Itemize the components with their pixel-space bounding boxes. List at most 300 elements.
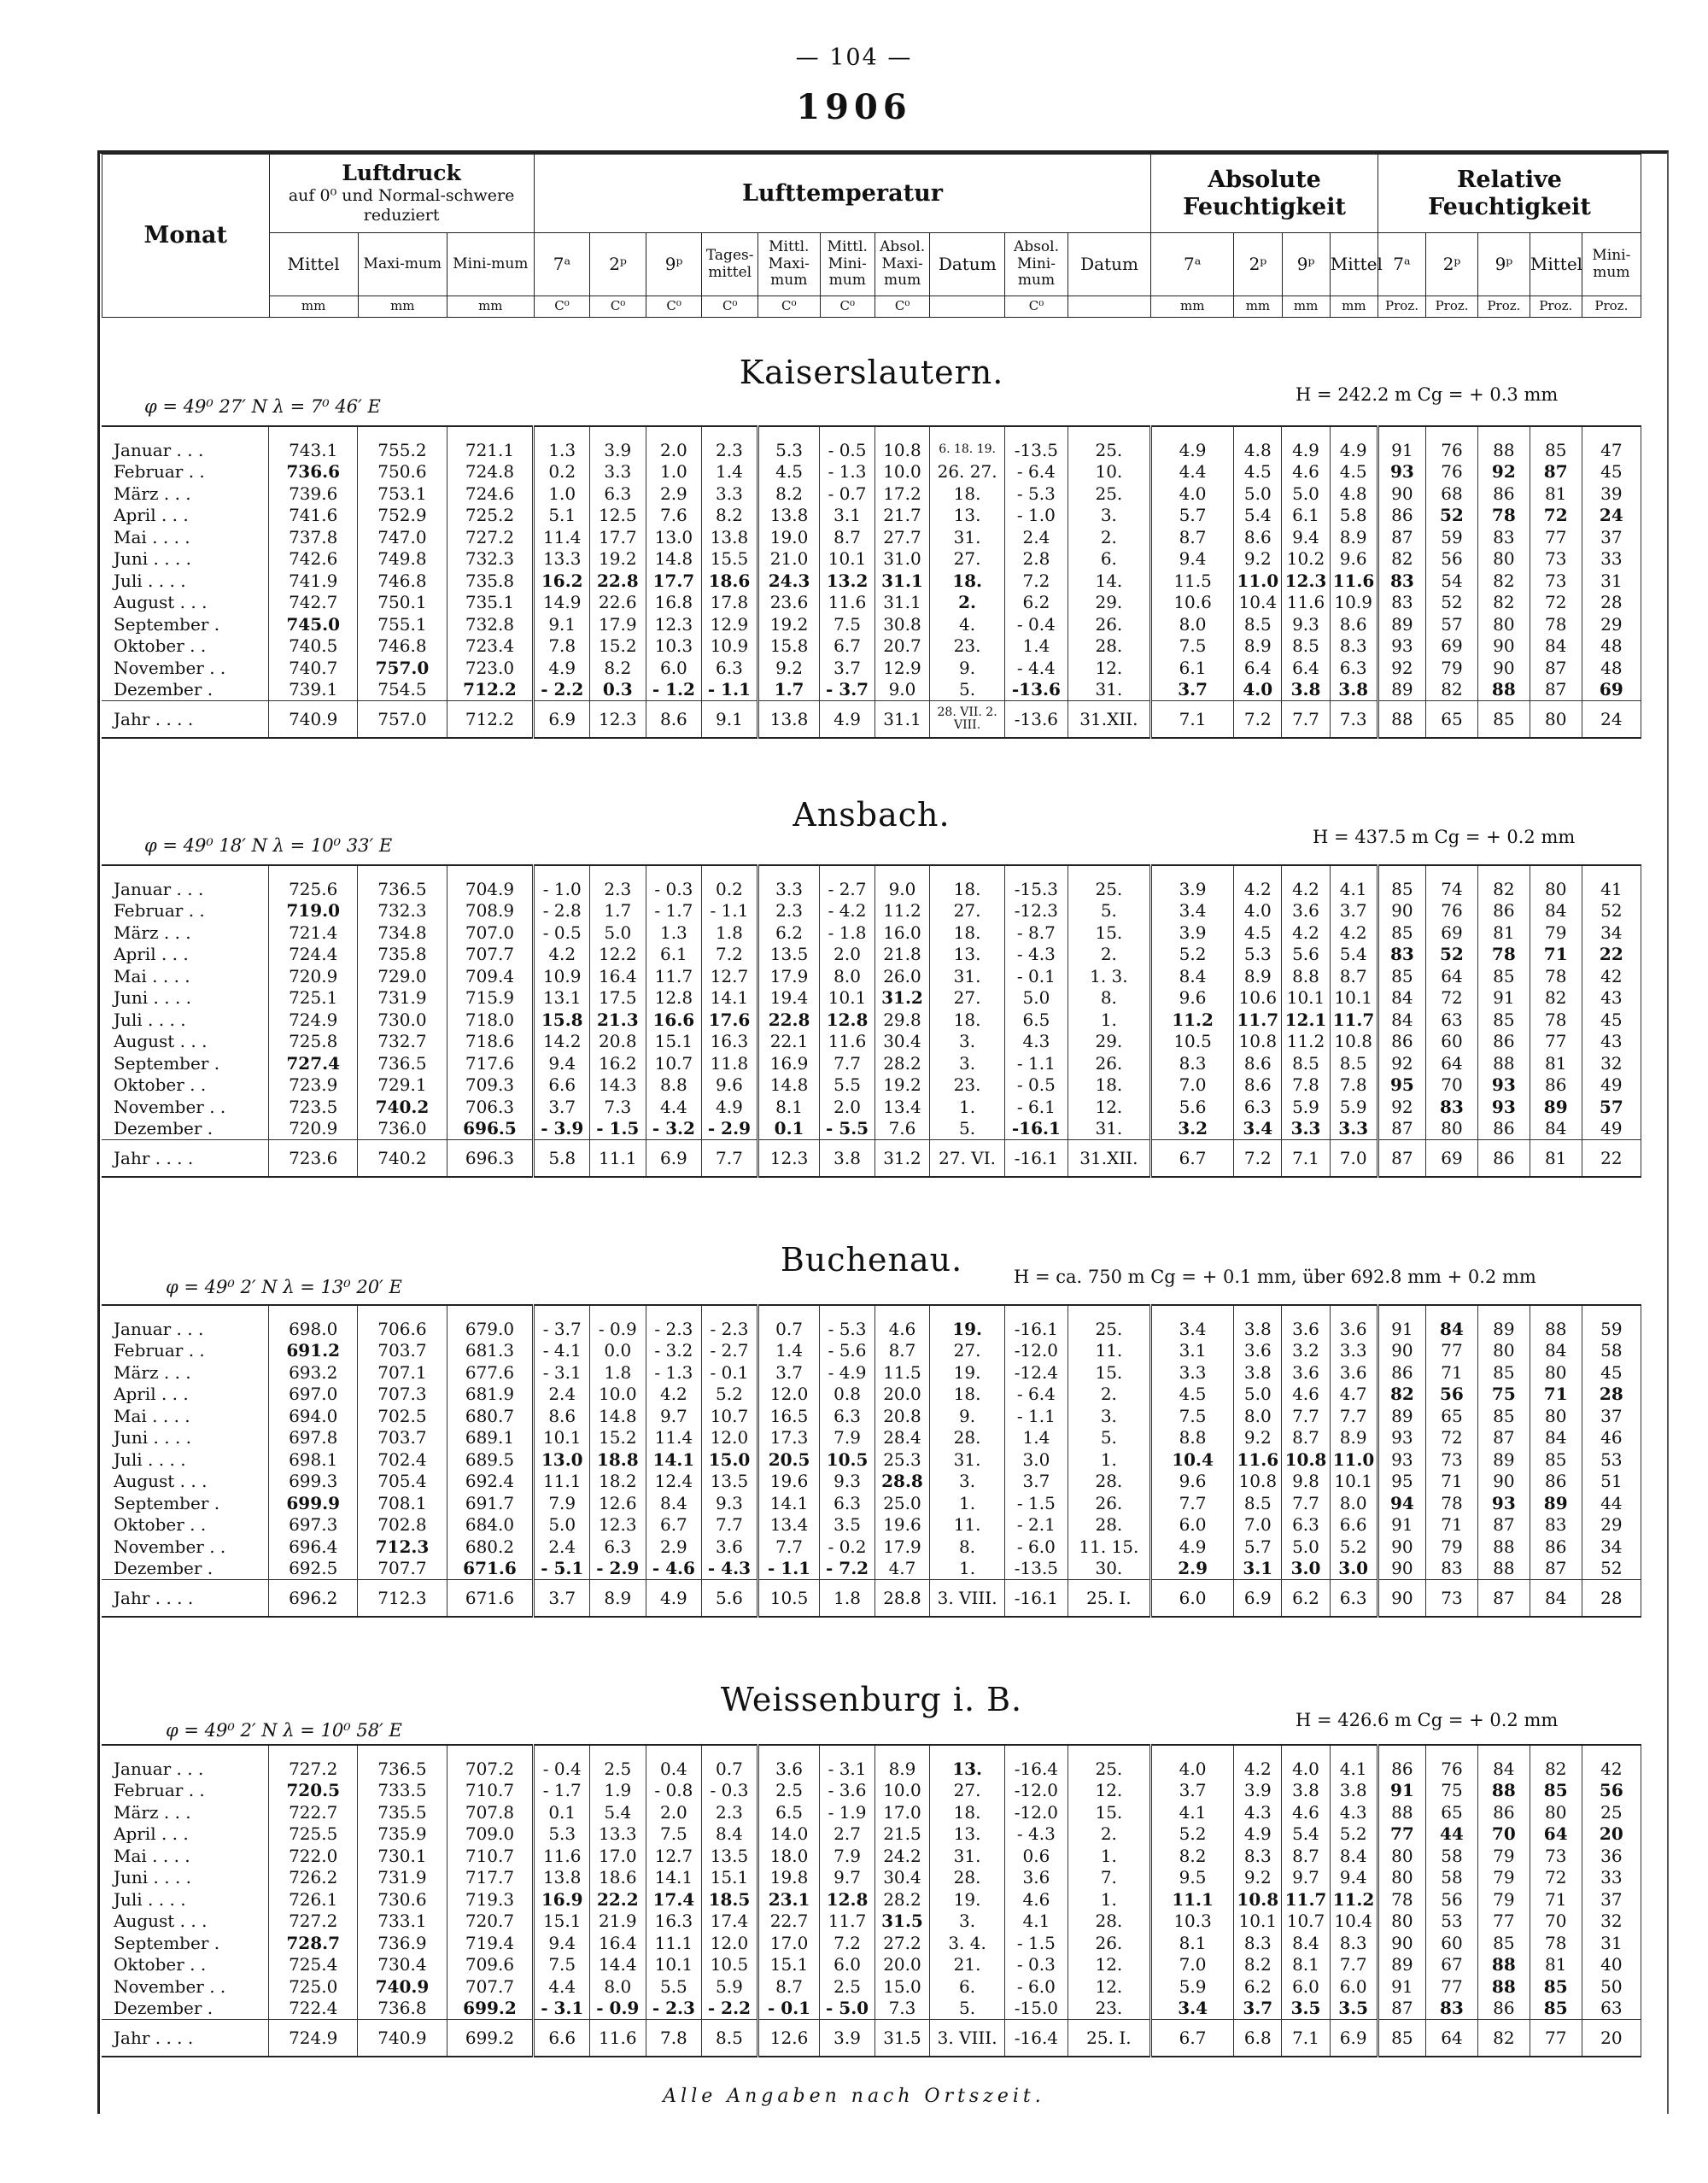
header-unit [1068, 296, 1150, 318]
value-cell: 722.0 [269, 1845, 358, 1867]
value-cell: 724.9 [269, 2020, 358, 2057]
value-cell: 702.4 [358, 1449, 447, 1471]
value-cell: 83 [1426, 1096, 1478, 1118]
value-cell: 7.5 [646, 1823, 702, 1846]
value-cell: 704.9 [447, 865, 534, 900]
value-cell: 13. [930, 1745, 1005, 1780]
value-cell: 8.8 [1150, 1427, 1233, 1449]
value-cell: 9.2 [757, 657, 820, 679]
value-cell: 28. [1068, 635, 1150, 658]
value-cell: 3.8 [1330, 1780, 1378, 1802]
value-cell: 15. [1068, 1801, 1150, 1823]
value-cell: 742.7 [269, 592, 358, 614]
value-cell: 3.9 [1150, 922, 1233, 944]
value-cell: - 0.1 [1005, 965, 1068, 987]
value-cell: 82 [1378, 548, 1425, 571]
value-cell: 28. [1068, 1514, 1150, 1536]
value-cell: 4.1 [1330, 1745, 1378, 1780]
value-cell: 31. [930, 965, 1005, 987]
value-cell: 91 [1378, 1514, 1425, 1536]
value-cell: 93 [1378, 461, 1425, 483]
value-cell: 680.2 [447, 1536, 534, 1558]
value-cell: 8.2 [757, 483, 820, 505]
value-cell: 28 [1582, 1384, 1641, 1406]
value-cell: 5.7 [1150, 505, 1233, 527]
value-cell: 47 [1582, 426, 1641, 461]
value-cell: 1.7 [590, 900, 646, 922]
value-cell: 10.8 [1234, 1031, 1282, 1053]
value-cell: 7.7 [1330, 1405, 1378, 1427]
value-cell: 80 [1426, 1118, 1478, 1140]
value-cell: 22 [1582, 944, 1641, 966]
value-cell: 80 [1530, 865, 1582, 900]
value-cell: 10.1 [820, 548, 874, 571]
value-cell: 3.6 [1005, 1867, 1068, 1889]
month-cell: Januar . . . [102, 1745, 269, 1780]
value-cell: 11.1 [1150, 1888, 1233, 1911]
value-cell: 8.0 [1150, 613, 1233, 635]
value-cell: 45 [1582, 461, 1641, 483]
value-cell: 3.0 [1330, 1558, 1378, 1580]
value-cell: 23.1 [757, 1888, 820, 1911]
value-cell: 21.0 [757, 548, 820, 571]
value-cell: 732.8 [447, 613, 534, 635]
value-cell: 3. 4. [930, 1932, 1005, 1954]
value-cell: 24.3 [757, 570, 820, 592]
value-cell: 16.3 [702, 1031, 758, 1053]
value-cell: 18.0 [757, 1845, 820, 1867]
value-cell: 11.1 [534, 1471, 590, 1493]
value-cell: 71 [1530, 944, 1582, 966]
value-cell: 2. [1068, 944, 1150, 966]
value-cell: 14.8 [757, 1074, 820, 1097]
value-cell: 87 [1477, 1580, 1530, 1618]
month-cell: August . . . [102, 592, 269, 614]
value-cell: 78 [1530, 613, 1582, 635]
value-cell: 90 [1378, 1340, 1425, 1362]
table-row [102, 1954, 1641, 1976]
value-cell: 8.2 [1150, 1845, 1233, 1867]
value-cell: 8.4 [702, 1823, 758, 1846]
value-cell: 58 [1582, 1340, 1641, 1362]
value-cell: 91 [1378, 1975, 1425, 1998]
value-cell: 702.5 [358, 1405, 447, 1427]
value-cell: 73 [1530, 548, 1582, 571]
value-cell: 89 [1378, 613, 1425, 635]
value-cell: 13.1 [534, 987, 590, 1010]
value-cell: 1. [1068, 1009, 1150, 1031]
value-cell: 7.7 [757, 1536, 820, 1558]
value-cell: 13.0 [534, 1449, 590, 1471]
month-cell: April . . . [102, 944, 269, 966]
value-cell: 12.2 [590, 944, 646, 966]
value-cell: 736.6 [269, 461, 358, 483]
value-cell: 737.8 [269, 526, 358, 548]
value-cell: 4.9 [646, 1580, 702, 1618]
value-cell: 22.8 [757, 1009, 820, 1031]
value-cell: 84 [1530, 1427, 1582, 1449]
header-unit: mm [1282, 296, 1330, 318]
value-cell: 8.6 [1234, 1074, 1282, 1097]
value-cell: 13.0 [646, 526, 702, 548]
value-cell: 29 [1582, 613, 1641, 635]
value-cell: 85 [1477, 1932, 1530, 1954]
value-cell: - 2.9 [590, 1558, 646, 1580]
value-cell: 90 [1378, 1558, 1425, 1580]
value-cell: 84 [1530, 1118, 1582, 1140]
value-cell: 87 [1378, 526, 1425, 548]
month-cell: Februar . . [102, 1780, 269, 1802]
value-cell: 2.0 [820, 1096, 874, 1118]
value-cell: 83 [1378, 944, 1425, 966]
value-cell: 3.6 [1282, 1361, 1330, 1384]
value-cell: - 1.5 [1005, 1492, 1068, 1514]
value-cell: 6.3 [1330, 1580, 1378, 1618]
value-cell: 82 [1477, 592, 1530, 614]
value-cell: 4.5 [757, 461, 820, 483]
value-cell: 18. [1068, 1074, 1150, 1097]
value-cell: 1.0 [534, 483, 590, 505]
value-cell: 77 [1530, 2020, 1582, 2057]
value-cell: 86 [1477, 1998, 1530, 2020]
value-cell: 4.1 [1330, 865, 1378, 900]
value-cell: - 0.7 [820, 483, 874, 505]
value-cell: - 0.5 [1005, 1074, 1068, 1097]
month-cell: November . . [102, 1975, 269, 1998]
value-cell: 27.2 [874, 1932, 929, 1954]
value-cell: 9.6 [1150, 987, 1233, 1010]
value-cell: 11.0 [1234, 570, 1282, 592]
value-cell: 11.4 [534, 526, 590, 548]
value-cell: 3.2 [1282, 1340, 1330, 1362]
value-cell: 8.0 [1234, 1405, 1282, 1427]
value-cell: 3.8 [820, 1140, 874, 1178]
value-cell: 71 [1426, 1471, 1478, 1493]
value-cell: 7.7 [1282, 701, 1330, 739]
header-col: Maxi-mum [358, 233, 447, 296]
value-cell: 84 [1530, 900, 1582, 922]
value-cell: - 4.1 [534, 1340, 590, 1362]
value-cell: 8.3 [1330, 1932, 1378, 1954]
value-cell: 65 [1426, 1405, 1478, 1427]
value-cell: 28. [930, 1427, 1005, 1449]
value-cell: -15.3 [1005, 865, 1068, 900]
value-cell: 9.1 [534, 613, 590, 635]
value-cell: 723.4 [447, 635, 534, 658]
value-cell: 3.9 [1234, 1780, 1282, 1802]
value-cell: - 8.7 [1005, 922, 1068, 944]
header-col: 2ᵖ [590, 233, 646, 296]
value-cell: 6.7 [1150, 1140, 1233, 1178]
value-cell: - 3.7 [820, 679, 874, 701]
value-cell: 2.0 [646, 1801, 702, 1823]
value-cell: 26.0 [874, 965, 929, 987]
value-cell: 4.9 [1150, 426, 1233, 461]
value-cell: 8.6 [646, 701, 702, 739]
value-cell: 8.4 [1282, 1932, 1330, 1954]
header-unit: C⁰ [757, 296, 820, 318]
value-cell: 9. [930, 657, 1005, 679]
value-cell: 20.8 [590, 1031, 646, 1053]
value-cell: 33 [1582, 548, 1641, 571]
table-row [102, 1009, 1641, 1031]
value-cell: - 5.5 [820, 1118, 874, 1140]
value-cell: 4.0 [1282, 1745, 1330, 1780]
month-cell: Januar . . . [102, 1305, 269, 1340]
value-cell: 681.3 [447, 1340, 534, 1362]
value-cell: 6.3 [702, 657, 758, 679]
value-cell: 80 [1477, 1340, 1530, 1362]
value-cell: 17.9 [874, 1536, 929, 1558]
month-cell: Februar . . [102, 900, 269, 922]
value-cell: 5.8 [534, 1140, 590, 1178]
value-cell: 12.6 [590, 1492, 646, 1514]
value-cell: 56 [1426, 1888, 1478, 1911]
value-cell: 58 [1426, 1867, 1478, 1889]
header-col: Tages-mittel [702, 233, 758, 296]
month-cell: Juni . . . . [102, 1427, 269, 1449]
value-cell: -16.1 [1005, 1118, 1068, 1140]
value-cell: 57 [1426, 613, 1478, 635]
value-cell: 82 [1378, 1384, 1425, 1406]
value-cell: 739.6 [269, 483, 358, 505]
value-cell: 28. VII. 2. VIII. [930, 701, 1005, 739]
value-cell: - 2.9 [702, 1118, 758, 1140]
value-cell: 6.5 [757, 1801, 820, 1823]
value-cell: 12.9 [874, 657, 929, 679]
value-cell: 27.7 [874, 526, 929, 548]
value-cell: 84 [1530, 1580, 1582, 1618]
value-cell: 755.1 [358, 613, 447, 635]
value-cell: 90 [1378, 1932, 1425, 1954]
value-cell: 71 [1530, 1888, 1582, 1911]
value-cell: 76 [1426, 426, 1478, 461]
header-unit: C⁰ [534, 296, 590, 318]
table-row [102, 1492, 1641, 1514]
value-cell: 16.5 [757, 1405, 820, 1427]
value-cell: 5.3 [757, 426, 820, 461]
value-cell: 746.8 [358, 570, 447, 592]
value-cell: 80 [1378, 1911, 1425, 1933]
value-cell: 8.5 [1234, 1492, 1282, 1514]
value-cell: 77 [1530, 526, 1582, 548]
value-cell: 3.3 [1330, 1340, 1378, 1362]
table-row [102, 1449, 1641, 1471]
value-cell: 2.9 [1150, 1558, 1233, 1580]
month-cell: August . . . [102, 1031, 269, 1053]
value-cell: 13.5 [702, 1845, 758, 1867]
value-cell: 25. [1068, 426, 1150, 461]
value-cell: -13.5 [1005, 426, 1068, 461]
table-row [102, 1932, 1641, 1954]
value-cell: 18.8 [590, 1449, 646, 1471]
value-cell: 732.7 [358, 1031, 447, 1053]
value-cell: - 4.4 [1005, 657, 1068, 679]
value-cell: 80 [1378, 1867, 1425, 1889]
value-cell: 89 [1378, 1954, 1425, 1976]
value-cell: 16.4 [590, 1932, 646, 1954]
value-cell: 3.3 [1150, 1361, 1233, 1384]
value-cell: 13.5 [757, 944, 820, 966]
value-cell: 6.4 [1282, 657, 1330, 679]
value-cell: 27. [930, 987, 1005, 1010]
value-cell: 37 [1582, 1405, 1641, 1427]
value-cell: 15. [1068, 1361, 1150, 1384]
month-cell: Mai . . . . [102, 526, 269, 548]
value-cell: 5.9 [1282, 1096, 1330, 1118]
month-cell: November . . [102, 657, 269, 679]
station-name: Kaiserslautern. [739, 354, 1004, 391]
value-cell: 83 [1426, 1998, 1478, 2020]
value-cell: 25. [1068, 865, 1150, 900]
value-cell: 3.3 [1330, 1118, 1378, 1140]
value-cell: 757.0 [358, 657, 447, 679]
value-cell: 697.0 [269, 1384, 358, 1406]
header-luftdruck-title: Luftdruck [342, 161, 461, 186]
value-cell: 6. 18. 19. [930, 426, 1005, 461]
value-cell: 76 [1426, 1745, 1478, 1780]
value-cell: 5.4 [1330, 944, 1378, 966]
month-cell: März . . . [102, 1801, 269, 1823]
header-col: 2ᵖ [1234, 233, 1282, 296]
value-cell: 20 [1582, 1823, 1641, 1846]
value-cell: 0.6 [1005, 1845, 1068, 1867]
value-cell: -16.1 [1005, 1140, 1068, 1178]
month-cell: November . . [102, 1536, 269, 1558]
value-cell: 9.3 [1282, 613, 1330, 635]
value-cell: - 2.2 [702, 1998, 758, 2020]
value-cell: 1.7 [757, 679, 820, 701]
value-cell: 24 [1582, 505, 1641, 527]
value-cell: - 0.3 [646, 865, 702, 900]
value-cell: 4.1 [1150, 1801, 1233, 1823]
month-cell: April . . . [102, 1823, 269, 1846]
value-cell: 91 [1477, 987, 1530, 1010]
value-cell: 11.6 [820, 592, 874, 614]
value-cell: 93 [1477, 1492, 1530, 1514]
month-cell: Jahr . . . . [102, 701, 269, 739]
header-col: Mittl. Maxi-mum [757, 233, 820, 296]
value-cell: 732.3 [358, 900, 447, 922]
value-cell: 77 [1378, 1823, 1425, 1846]
value-cell: 719.3 [447, 1888, 534, 1911]
value-cell: 20 [1582, 2020, 1641, 2057]
value-cell: - 0.3 [1005, 1954, 1068, 1976]
value-cell: 11.6 [1282, 592, 1330, 614]
value-cell: 85 [1477, 1361, 1530, 1384]
value-cell: 56 [1426, 548, 1478, 571]
value-cell: 81 [1530, 483, 1582, 505]
value-cell: 69 [1582, 679, 1641, 701]
value-cell: 12.1 [1282, 1009, 1330, 1031]
value-cell: 9.4 [534, 1052, 590, 1074]
header-unit: C⁰ [820, 296, 874, 318]
table-row [102, 1074, 1641, 1097]
value-cell: 3.3 [702, 483, 758, 505]
value-cell: 7.9 [820, 1427, 874, 1449]
value-cell: 46 [1582, 1427, 1641, 1449]
value-cell: 8.5 [702, 2020, 758, 2057]
value-cell: 10.8 [1330, 1031, 1378, 1053]
value-cell: 1.4 [1005, 635, 1068, 658]
station-table [102, 425, 1641, 739]
table-row-jahr [102, 701, 1641, 739]
value-cell: 6.9 [534, 701, 590, 739]
header-col: Absol. Maxi-mum [874, 233, 929, 296]
table-row [102, 548, 1641, 571]
value-cell: 11.7 [646, 965, 702, 987]
value-cell: 4.9 [702, 1096, 758, 1118]
value-cell: 3.7 [1150, 679, 1233, 701]
value-cell: 7.0 [1150, 1954, 1233, 1976]
value-cell: 15. [1068, 922, 1150, 944]
value-cell: 17.5 [590, 987, 646, 1010]
value-cell: 59 [1426, 526, 1478, 548]
value-cell: 71 [1530, 1384, 1582, 1406]
value-cell: 12.7 [702, 965, 758, 987]
table-row [102, 1340, 1641, 1362]
value-cell: 6. [1068, 548, 1150, 571]
value-cell: 15.2 [590, 635, 646, 658]
value-cell: 10.9 [702, 635, 758, 658]
value-cell: 36 [1582, 1845, 1641, 1867]
value-cell: 18.6 [590, 1867, 646, 1889]
value-cell: 2.3 [702, 426, 758, 461]
value-cell: 13.2 [820, 570, 874, 592]
value-cell: 14.0 [757, 1823, 820, 1846]
value-cell: 26. [1068, 1932, 1150, 1954]
value-cell: 749.8 [358, 548, 447, 571]
value-cell: 14.1 [646, 1867, 702, 1889]
value-cell: 95 [1378, 1074, 1425, 1097]
value-cell: - 2.2 [534, 679, 590, 701]
value-cell: - 2.3 [702, 1305, 758, 1340]
value-cell: 3.7 [1234, 1998, 1282, 2020]
month-cell: Februar . . [102, 1340, 269, 1362]
value-cell: 725.8 [269, 1031, 358, 1053]
value-cell: 1. [930, 1096, 1005, 1118]
value-cell: 4.2 [1234, 865, 1282, 900]
station-table [102, 864, 1641, 1178]
value-cell: 8.2 [590, 657, 646, 679]
value-cell: 11.6 [820, 1031, 874, 1053]
value-cell: 9.1 [702, 701, 758, 739]
value-cell: 5.9 [1150, 1975, 1233, 1998]
value-cell: 3.4 [1150, 1305, 1233, 1340]
value-cell: 5.0 [590, 922, 646, 944]
value-cell: 7.8 [534, 635, 590, 658]
value-cell: 91 [1378, 426, 1425, 461]
header-col: 2ᵖ [1426, 233, 1478, 296]
value-cell: 63 [1426, 1009, 1478, 1031]
table-row [102, 965, 1641, 987]
month-cell: Juni . . . . [102, 1867, 269, 1889]
value-cell: 89 [1378, 679, 1425, 701]
table-row [102, 1305, 1641, 1340]
value-cell: 0.0 [590, 1340, 646, 1362]
value-cell: 12.3 [590, 701, 646, 739]
value-cell: 8.7 [1282, 1845, 1330, 1867]
value-cell: 720.9 [269, 965, 358, 987]
header-absolute-feuchtigkeit: Absolute Feuchtigkeit [1151, 155, 1378, 233]
value-cell: 89 [1477, 1305, 1530, 1340]
station-elevation: H = ca. 750 m Cg = + 0.1 mm, über 692.8 mm + 0.2 mm [1014, 1267, 1536, 1287]
value-cell: 740.9 [358, 2020, 447, 2057]
value-cell: 5.7 [1234, 1536, 1282, 1558]
value-cell: 2.7 [820, 1823, 874, 1846]
station-elevation: H = 242.2 m Cg = + 0.3 mm [1296, 384, 1559, 405]
value-cell: 8.9 [874, 1745, 929, 1780]
